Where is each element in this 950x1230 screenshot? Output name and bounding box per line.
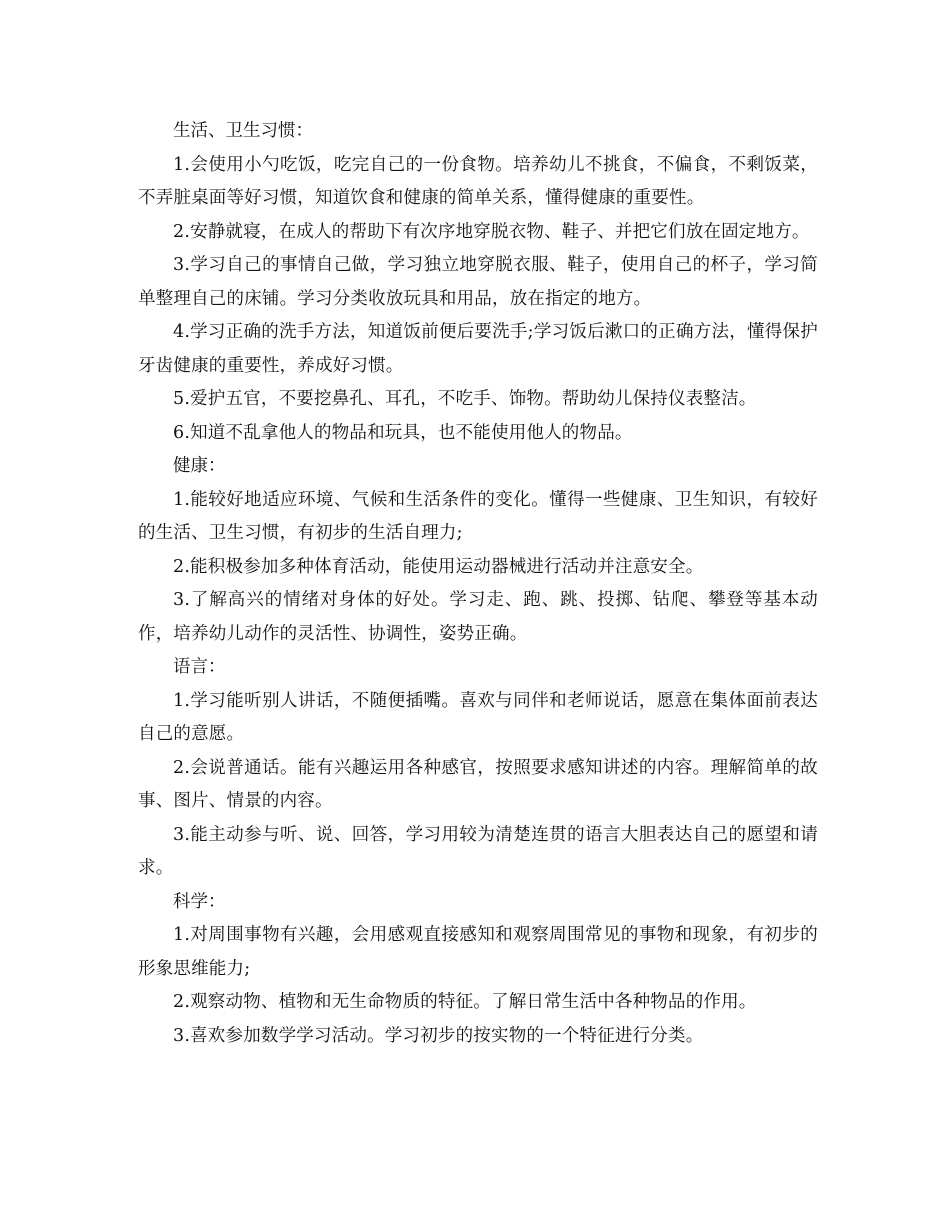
list-item: 5.爱护五官，不要挖鼻孔、耳孔，不吃手、饰物。帮助幼儿保持仪表整洁。 [173, 389, 757, 409]
list-item: 1.对周围事物有兴趣，会用感观直接感知和观察周围常见的事物和现象，有初步的形象思维能力; [138, 925, 818, 979]
list-item: 3.喜欢参加数学学习活动。学习初步的按实物的一个特征进行分类。 [173, 1025, 704, 1046]
list-item: 3.能主动参与听、说、回答，学习用较为清楚连贯的语言大胆表达自己的愿望和请求。 [138, 824, 818, 878]
section-heading-health: 健康： [173, 456, 226, 476]
document-body [138, 115, 818, 1053]
list-item: 1.会使用小勺吃饭，吃完自己的一份食物。培养幼儿不挑食，不偏食，不剩饭菜，不弄脏桌面等好习惯，知道饮食和健康的简单关系，懂得健康的重要性。 [138, 154, 818, 208]
list-item: 2.观察动物、植物和无生命物质的特征。了解日常生活中各种物品的作用。 [173, 992, 757, 1012]
list-item: 6.知道不乱拿他人的物品和玩具，也不能使用他人的物品。 [173, 422, 633, 443]
list-item: 1.能较好地适应环境、气候和生活条件的变化。懂得一些健康、卫生知识，有较好的生活、卫生习惯，有初步的生活自理力; [138, 489, 818, 543]
list-item: 3.了解高兴的情绪对身体的好处。学习走、跑、跳、投掷、钻爬、攀登等基本动作，培养幼儿动作的灵活性、协调性，姿势正确。 [138, 590, 818, 644]
list-item: 1.学习能听别人讲话，不随便插嘴。喜欢与同伴和老师说话，愿意在集体面前表达自己的意愿。 [138, 690, 818, 744]
section-heading-language: 语言： [173, 657, 226, 677]
list-item: 2.安静就寝，在成人的帮助下有次序地穿脱衣物、鞋子、并把它们放在固定地方。 [173, 221, 810, 242]
list-item: 4.学习正确的洗手方法，知道饭前便后要洗手;学习饭后漱口的正确方法，懂得保护牙齿健康的重要性，养成好习惯。 [138, 322, 818, 376]
list-item: 2.会说普通话。能有兴趣运用各种感官，按照要求感知讲述的内容。理解简单的故事、图片、情景的内容。 [138, 757, 818, 811]
list-item: 2.能积极参加多种体育活动，能使用运动器械进行活动并注意安全。 [173, 556, 704, 577]
section-heading-hygiene: 生活、卫生习惯： [173, 121, 313, 141]
list-item: 3.学习自己的事情自己做，学习独立地穿脱衣服、鞋子，使用自己的杯子，学习简单整理自己的床铺。学习分类收放玩具和用品，放在指定的地方。 [138, 255, 818, 309]
section-heading-science: 科学： [173, 891, 226, 912]
